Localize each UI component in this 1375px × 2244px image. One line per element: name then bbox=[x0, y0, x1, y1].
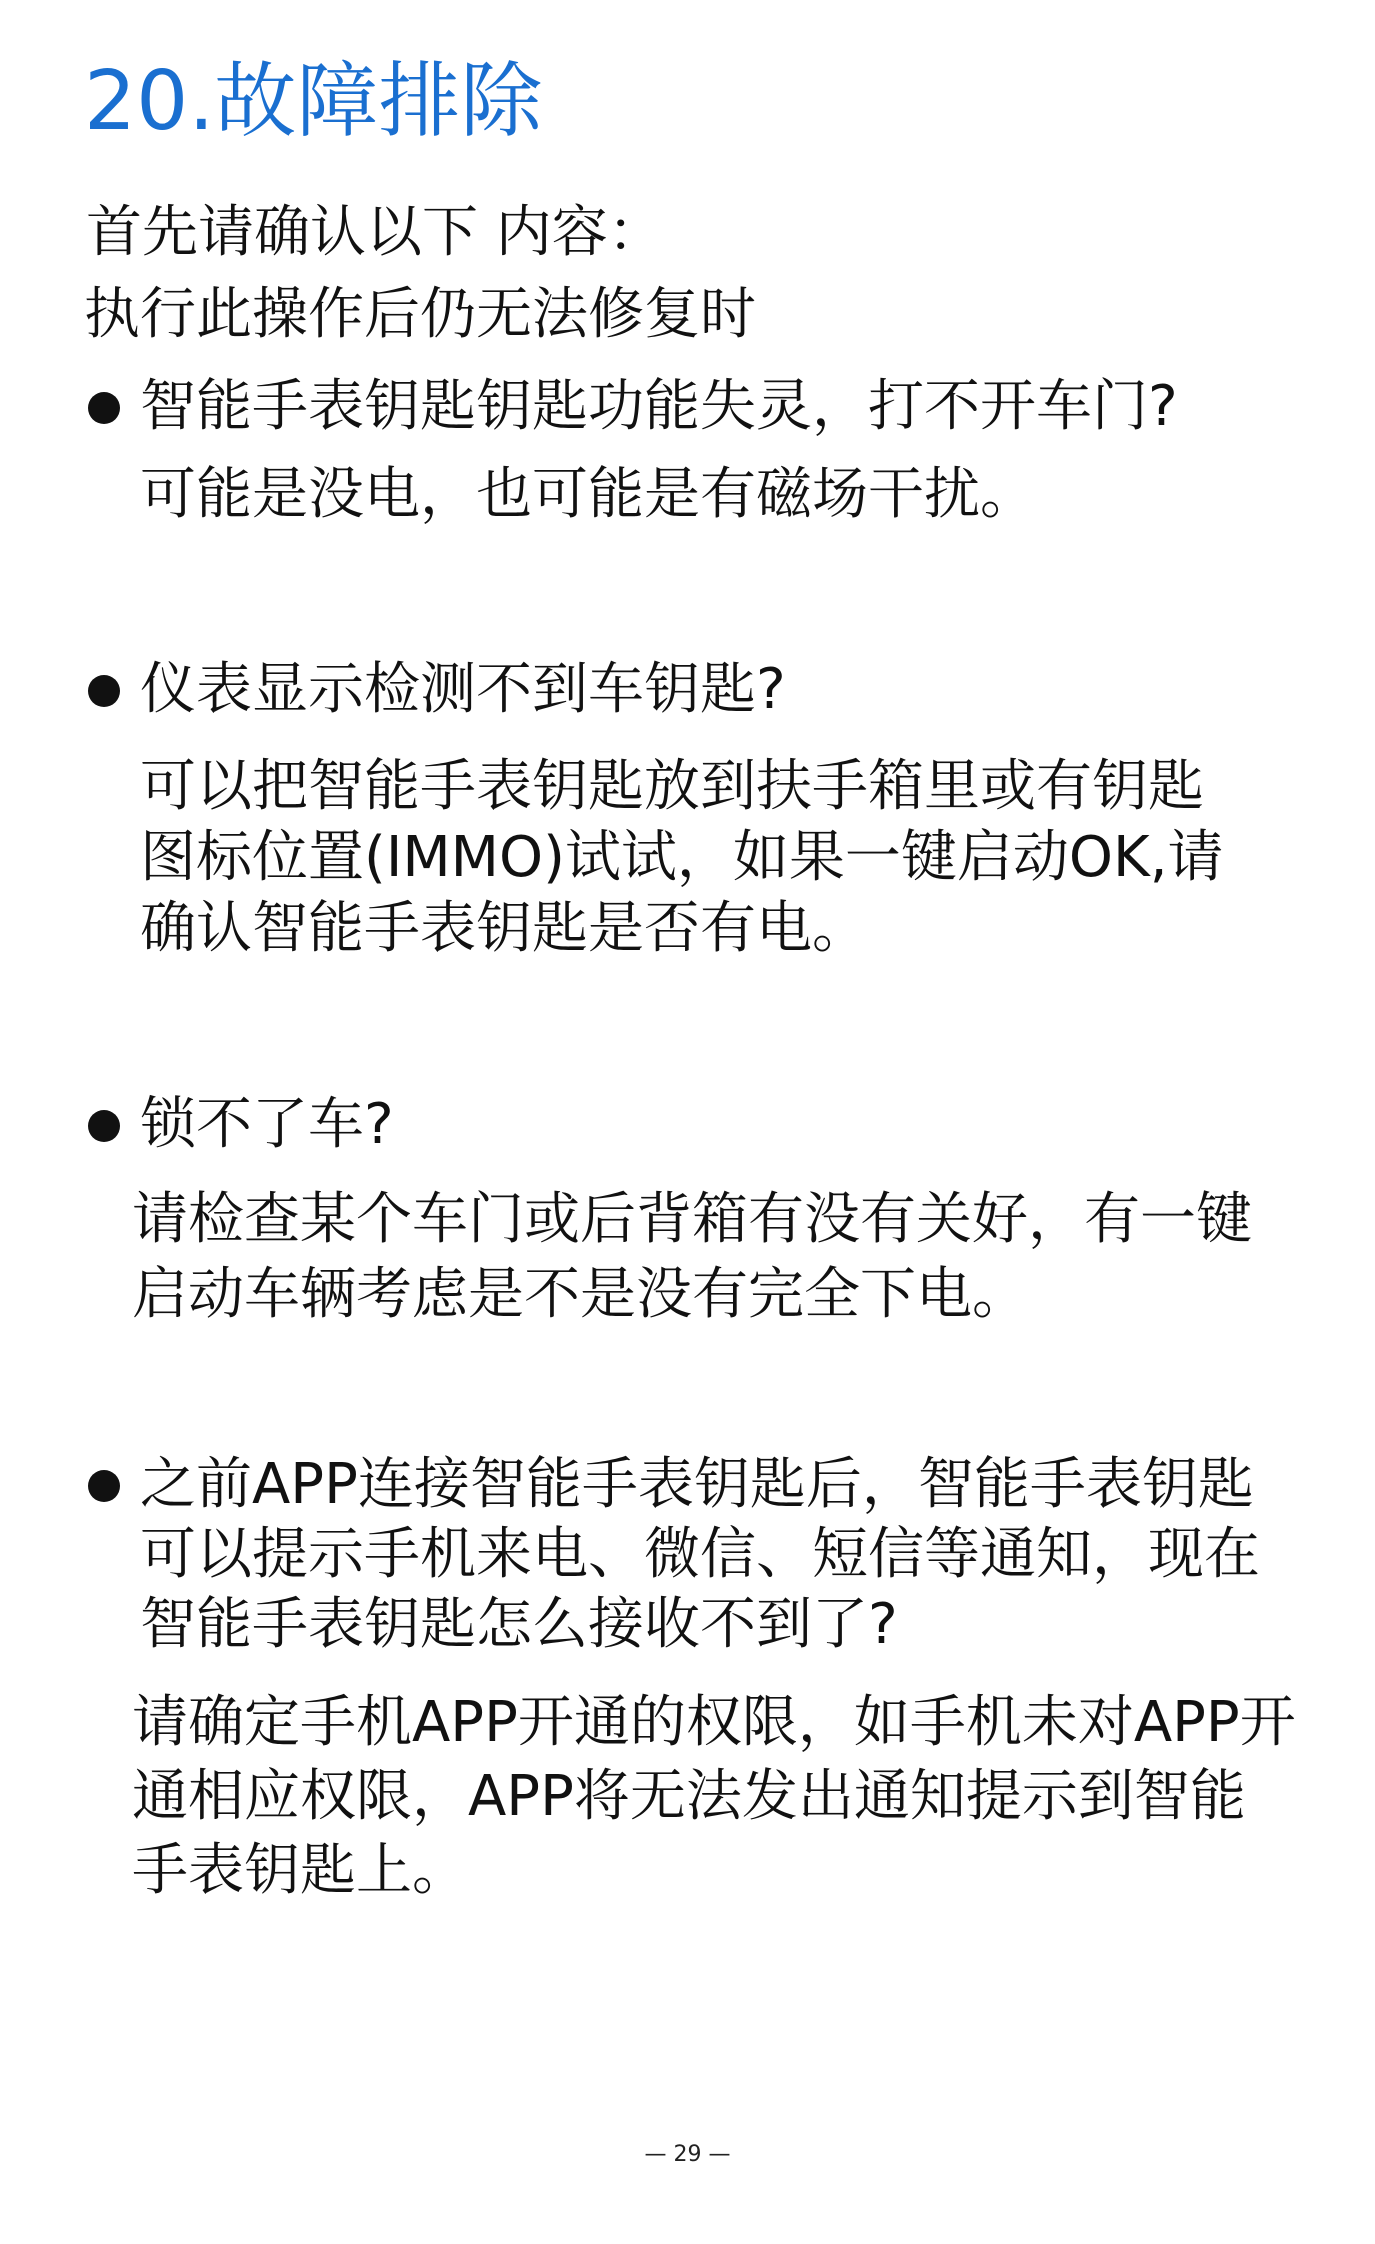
question-4-line-1: 之前APP连接智能手表钥匙后，智能手表钥匙 bbox=[140, 1452, 1254, 1517]
question-2-line-1: 仪表显示检测不到车钥匙? bbox=[140, 657, 786, 722]
intro-line-2: 执行此操作后仍无法修复时 bbox=[84, 282, 756, 347]
question-4-line-2: 可以提示手机来电、微信、短信等通知，现在 bbox=[140, 1522, 1260, 1587]
bullet-icon bbox=[88, 1110, 120, 1142]
answer-2-line-1: 可以把智能手表钥匙放到扶手箱里或有钥匙 bbox=[140, 754, 1204, 819]
question-3-line-1: 锁不了车? bbox=[140, 1092, 394, 1157]
answer-4-line-3: 手表钥匙上。 bbox=[132, 1838, 468, 1903]
bullet-icon bbox=[88, 392, 120, 424]
answer-1-line-1: 可能是没电，也可能是有磁场干扰。 bbox=[140, 462, 1036, 527]
page-title: 20.故障排除 bbox=[84, 54, 543, 149]
question-1-line-1: 智能手表钥匙钥匙功能失灵，打不开车门? bbox=[140, 374, 1178, 439]
answer-4-line-1: 请确定手机APP开通的权限，如手机未对APP开 bbox=[132, 1690, 1296, 1755]
page-number: — 29 — bbox=[644, 2142, 731, 2167]
intro-line-1: 首先请确认以下 内容： bbox=[86, 200, 664, 265]
answer-3-line-2: 启动车辆考虑是不是没有完全下电。 bbox=[132, 1262, 1028, 1327]
answer-3-line-1: 请检查某个车门或后背箱有没有关好，有一键 bbox=[132, 1187, 1252, 1252]
answer-4-line-2: 通相应权限，APP将无法发出通知提示到智能 bbox=[132, 1764, 1246, 1829]
question-4-line-3: 智能手表钥匙怎么接收不到了? bbox=[140, 1592, 898, 1657]
bullet-icon bbox=[88, 675, 120, 707]
bullet-icon bbox=[88, 1470, 120, 1502]
answer-2-line-3: 确认智能手表钥匙是否有电。 bbox=[140, 896, 868, 961]
answer-2-line-2: 图标位置(IMMO)试试，如果一键启动OK,请 bbox=[140, 825, 1224, 890]
